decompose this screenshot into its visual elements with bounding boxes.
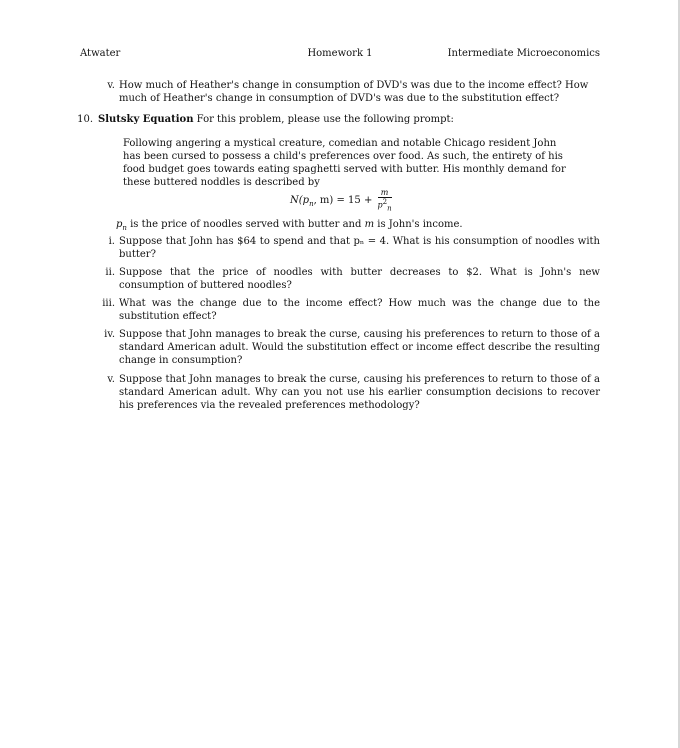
- definition-var-sub: n: [122, 224, 127, 232]
- subquestion-numeral: iii.: [102, 298, 115, 309]
- header-course: Intermediate Microeconomics: [447, 48, 600, 59]
- formula-denominator-sub: n: [387, 204, 392, 213]
- header-author: Atwater: [80, 48, 121, 59]
- header-title: Homework 1: [307, 48, 373, 59]
- demand-formula: [290, 188, 392, 213]
- problem-title: Slutsky Equation: [98, 114, 194, 125]
- problem-number: 10.: [77, 114, 93, 125]
- subquestion-numeral: ii.: [105, 267, 115, 278]
- prev-item-numeral: v.: [107, 80, 115, 91]
- subquestion-numeral: iv.: [104, 329, 115, 340]
- definition-m: m: [364, 219, 375, 230]
- subquestion-text: Suppose that John manages to break the curse, causing his preferences to return to those of a standard American adult. Why can you not use his earlier consumption decisions to recover his preferences via the revealed preferences methodology?: [119, 374, 600, 411]
- subquestion-text: Suppose that the price of noodles with butter decreases to $2. What is John's new consumption of buttered noodles?: [119, 267, 600, 291]
- formula-denominator: [378, 198, 392, 213]
- formula-denominator-var: p: [377, 200, 383, 210]
- subquestion-text: Suppose that John manages to break the curse, causing his preferences to return to those of a standard American adult. Would the substitution effect or income effect describe the resulting change in consumption?: [119, 329, 600, 366]
- subquestion-numeral: i.: [108, 236, 115, 247]
- formula-denominator-sup: 2: [382, 198, 388, 206]
- subquestion-text: What was the change due to the income effect? How much was the change due to the substitution effect?: [119, 298, 600, 322]
- formula-lhs: N(p: [290, 195, 310, 207]
- page-header: [80, 47, 600, 61]
- problem-intro: For this problem, please use the following prompt:: [196, 114, 454, 125]
- subquestion-numeral: v.: [107, 374, 115, 385]
- formula-lhs-rest: , m) = 15 +: [313, 195, 373, 207]
- definition-text: is the price of noodles served with butter and: [126, 219, 365, 230]
- formula-numerator: m: [378, 188, 392, 198]
- variable-definition: [116, 218, 596, 235]
- problem-heading-line: [98, 113, 600, 126]
- definition-end: is John's income.: [374, 219, 463, 230]
- formula-fraction: [378, 188, 392, 213]
- prev-item-text: How much of Heather's change in consumption of DVD's was due to the income effect? How much of Heather's change in consumption of DVD's was due to the substitution effect?: [119, 80, 589, 104]
- prompt-text: Following angering a mystical creature, comedian and notable Chicago resident John has been cursed to possess a child's preferences over food. As such, the entirety of his food budget goes towards eating spaghetti served with butter. His monthly demand for these buttered noddles is described by: [123, 138, 566, 188]
- subquestion-text: Suppose that John has $64 to spend and that pₙ = 4. What is his consumption of noodles with butter?: [119, 236, 600, 260]
- definition-var: p: [116, 219, 123, 230]
- formula-lhs-sub: n: [309, 200, 314, 209]
- problem-prompt: [123, 137, 577, 189]
